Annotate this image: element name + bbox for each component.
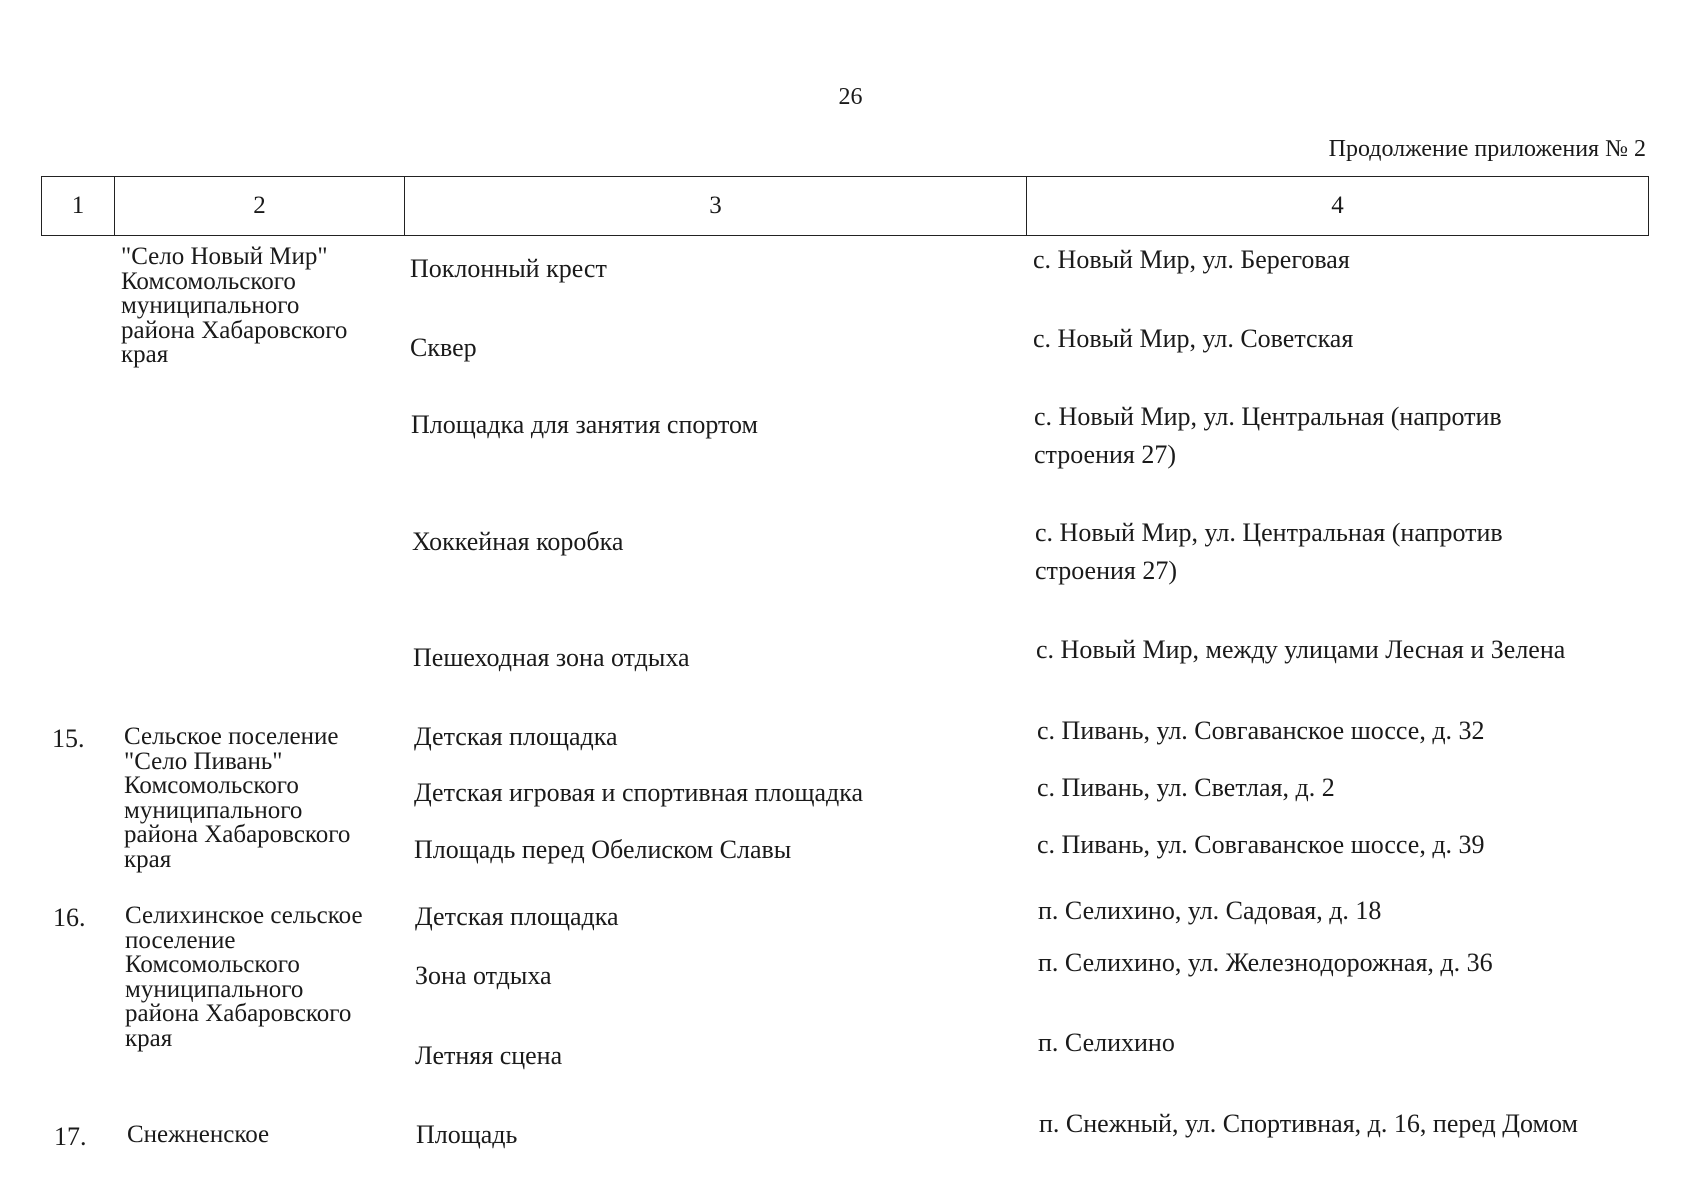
municipality-line: Комсомольского [124,772,299,799]
object-name: Сквер [410,333,477,362]
address-line: с. Новый Мир, ул. Советская [1033,324,1354,353]
municipality-line: края [125,1024,173,1052]
object-address [1039,1105,1578,1143]
object-address [1033,320,1353,358]
header-col-3: 3 [405,177,1027,235]
municipality-name [124,725,350,872]
object-name: Летняя сцена [415,1041,563,1070]
municipality-line: муниципального [121,292,300,319]
address-line: с. Новый Мир, ул. Береговая [1033,245,1350,274]
object-address [1038,892,1381,930]
address-line: с. Пивань, ул. Совгаванское шоссе, д. 32 [1037,716,1485,745]
municipality-line: района Хабаровского [121,316,348,344]
object-name: Пешеходная зона отдыха [413,643,690,672]
object-address [1037,769,1335,807]
municipality-line: поселение [125,926,236,954]
municipality-line: края [124,845,172,873]
municipality-line: муниципального [124,796,303,824]
address-line: с. Пивань, ул. Совгаванское шоссе, д. 39 [1037,830,1485,859]
row-number: 15. [52,724,85,753]
header-col-1: 1 [42,177,115,235]
row-number: 17. [54,1122,87,1151]
municipality-line: Селихинское сельское [125,902,363,929]
header-col-2: 2 [115,177,405,235]
object-name: Детская площадка [415,902,619,931]
appendix-continuation-label: Продолжение приложения № 2 [1328,136,1646,162]
object-address [1037,712,1485,750]
address-line: с. Пивань, ул. Светлая, д. 2 [1037,773,1335,802]
municipality-line: Комсомольского [125,951,300,978]
object-name: Хоккейная коробка [412,527,624,556]
object-name: Детская игровая и спортивная площадка [414,778,864,807]
row-number: 16. [53,903,86,932]
municipality-line: района Хабаровского [125,1000,352,1027]
address-line: с. Новый Мир, ул. Центральная (напротив [1035,518,1503,547]
municipality-line: муниципального [125,975,304,1003]
municipality-name [121,245,347,368]
table-header-row [41,176,1649,236]
object-address [1037,826,1485,864]
address-line: строения 27) [1035,556,1178,586]
municipality-name [125,904,363,1051]
municipality-line: Сельское поселение [124,723,339,750]
municipality-line: Снежненское [127,1121,270,1148]
object-address [1033,241,1350,279]
object-name: Площадка для занятия спортом [411,410,758,439]
address-line: с. Новый Мир, между улицами Лесная и Зелена [1036,635,1566,664]
object-address [1034,398,1502,474]
address-line: п. Селихино [1038,1028,1175,1057]
object-name: Детская площадка [414,722,618,751]
address-line: строения 27) [1034,440,1177,470]
object-address [1038,1024,1175,1062]
address-line: п. Снежный, ул. Спортивная, д. 16, перед Домом [1039,1109,1578,1138]
address-line: п. Селихино, ул. Садовая, д. 18 [1038,896,1382,925]
object-name: Поклонный крест [410,254,607,283]
object-address [1036,631,1565,669]
municipality-line: Комсомольского [121,267,296,295]
page-number: 26 [838,84,863,110]
municipality-line: "Село Новый Мир" [121,243,328,270]
address-line: с. Новый Мир, ул. Центральная (напротив [1034,402,1502,431]
object-address [1038,944,1493,982]
object-name: Площадь [416,1120,518,1149]
municipality-line: "Село Пивань" [124,747,283,775]
object-name: Площадь перед Обелиском Славы [414,835,792,864]
municipality-line: района Хабаровского [124,821,351,848]
object-name: Зона отдыха [415,961,552,990]
address-line: п. Селихино, ул. Железнодорожная, д. 36 [1038,948,1493,977]
municipality-line: края [121,341,169,368]
municipality-name [127,1123,269,1148]
object-address [1035,514,1503,590]
header-col-4: 4 [1331,192,1344,219]
